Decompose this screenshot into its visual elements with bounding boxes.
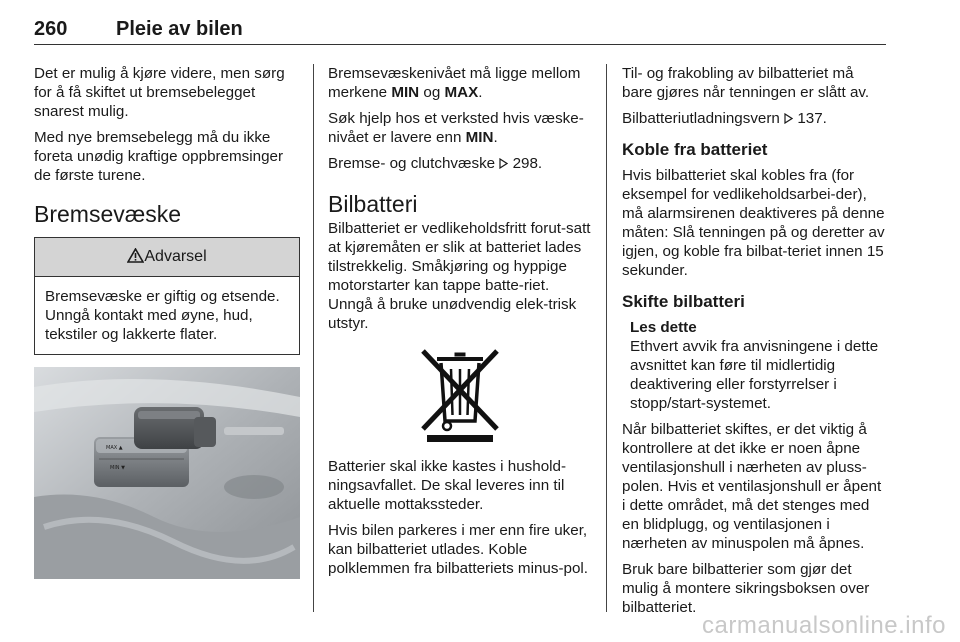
max-mark-label: MAX ▲ [106,445,123,451]
paragraph: Med nye bremsebelegg må du ikke foreta unødig kraftige oppbremsinger de første turene. [34,129,284,184]
paragraph: Bruk bare bilbatterier som gjør det mulig å montere sikringsboksen over bilbatteriet. [622,561,870,616]
page-reference[interactable]: 298. [512,155,543,172]
brake-fluid-reservoir-photo [34,367,300,579]
column-3 [622,64,888,624]
page-number: 260 [34,18,68,40]
crossed-out-bin-icon [417,347,503,443]
section-heading-replace-battery: Skifte bilbatteri [622,292,745,311]
paragraph: Hvis bilen parkeres i mer enn fire uker, kan bilbatteriet utlades. Koble polklemmen fra bilbatteriets minus-pol. [328,522,588,577]
column-1 [34,64,300,579]
note-text: Ethvert avvik fra anvisningene i dette avsnittet kan føre til midlertidig deaktivering eller forstyrrelser i stopp/start-systemet. [630,338,879,412]
page-reference[interactable]: 137. [797,110,827,127]
paragraph: Til- og frakobling av bilbatteriet må bare gjøres når tenningen er slått av. [622,65,870,101]
paragraph: Søk hjelp hos et verksted hvis væske-nivået er lavere enn MIN. [328,110,584,146]
min-mark-label: MIN ▼ [110,465,125,471]
column-divider [606,64,607,612]
paragraph: Hvis bilbatteriet skal kobles fra (for eksempel for vedlikeholdsarbei-der), må alarmsirenen deaktiveres på denne måten: Slå tenningen på og deretter av igjen, og koble fra bilbat-teriet innen 15 sekunder. [622,167,885,279]
warning-box [34,237,300,355]
warning-title: Advarsel [144,248,207,265]
watermark: carmanualsonline.info [702,612,946,639]
min-mark: MIN [391,84,420,101]
paragraph: Bremsevæskenivået må ligge mellom merkene MIN og MAX. [328,65,581,101]
section-heading-brake-fluid: Bremsevæske [34,201,181,227]
column-divider [313,64,314,612]
warning-triangle-icon [127,248,144,263]
section-heading-disconnect-battery: Koble fra batteriet [622,140,768,159]
paragraph: Bilbatteriet er vedlikeholdsfritt forut-satt at kjøremåten er slik at batteriet lades tilstrekkelig. Småkjøring og hyppige motorstarter kan tappe batte-riet. Unngå å bruke unødvendig elek-trisk utstyr. [328,220,591,332]
note-title: Les dette [630,319,697,336]
section-heading-battery: Bilbatteri [328,191,418,217]
page-title: Pleie av bilen [116,18,243,40]
paragraph: Når bilbatteriet skiftes, er det viktig å kontrollere at det ikke er noen åpne ventilasjonshull i nærheten av pluss-polen. Hvis et ventilasjonshull er åpent i dette området, må det stenges med en blidplugg, og ventilasjonen i nærheten av minuspolen må åpnes. [622,421,882,552]
warning-text: Bremsevæske er giftig og etsende. Unngå kontakt med øyne, hud, tekstiler og lakkerte flater. [45,288,280,343]
paragraph: Bilbatteriutladningsvern 137. [622,110,827,127]
page-ref-arrow-icon [784,113,793,124]
reservoir-illustration [34,367,300,579]
min-mark: MIN [465,129,494,146]
note-box [622,318,888,413]
page-ref-arrow-icon [499,158,508,169]
warning-header [35,238,299,277]
paragraph: Bremse- og clutchvæske 298. [328,155,543,172]
column-2 [328,64,592,585]
paragraph: Det er mulig å kjøre videre, men sørg for å få skiftet ut bremsebelegget snarest mulig. [34,65,285,120]
page-header [34,10,886,45]
max-mark: MAX [444,84,479,101]
paragraph: Batterier skal ikke kastes i hushold-ningsavfallet. De skal leveres inn til aktuelle mottakssteder. [328,458,567,513]
